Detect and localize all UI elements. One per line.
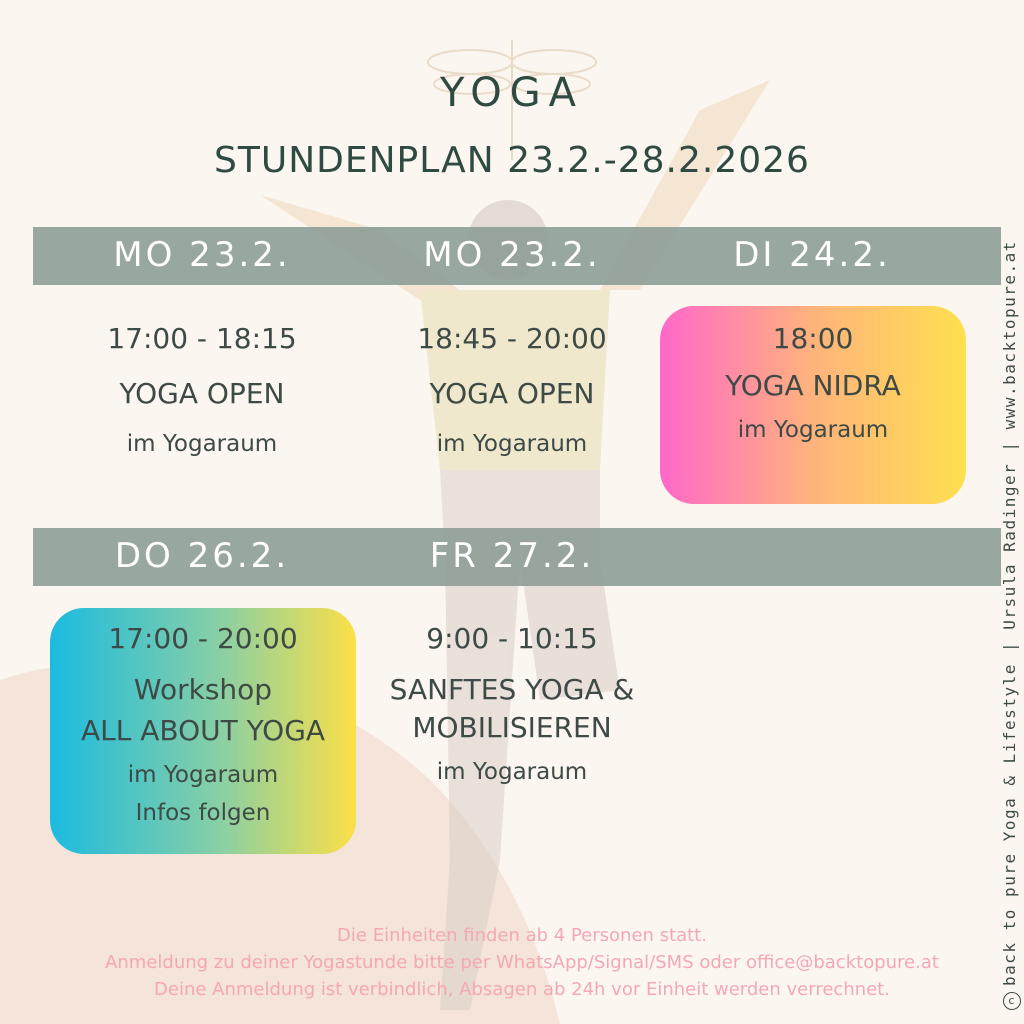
slot-place: im Yogaraum xyxy=(436,431,588,457)
slot-place: im Yogaraum xyxy=(436,759,588,785)
slot-place: im Yogaraum xyxy=(127,762,279,788)
class-slot-do-workshop xyxy=(50,608,356,854)
day-label-do: DO 26.2. xyxy=(114,536,290,576)
day-label-di: DI 24.2. xyxy=(733,235,891,275)
side-credit xyxy=(1000,240,1021,1010)
class-slot-mo-1 xyxy=(47,322,357,457)
footer-registration-note: Anmeldung zu deiner Yogastunde bitte per WhatsApp/Signal/SMS oder office@backtopure.at xyxy=(105,952,939,973)
slot-name-line1: SANFTES YOGA & xyxy=(389,673,635,706)
class-slot-fr xyxy=(357,622,667,785)
footer-minimum-note: Die Einheiten finden ab 4 Personen statt. xyxy=(337,925,707,946)
copyright-icon: c xyxy=(1003,992,1021,1010)
slot-time: 18:00 xyxy=(772,322,854,355)
slot-time: 18:45 - 20:00 xyxy=(417,322,607,355)
class-slot-di-highlight xyxy=(660,306,966,504)
class-slot-mo-2 xyxy=(357,322,667,457)
day-label-fr: FR 27.2. xyxy=(429,536,595,576)
slot-name: YOGA NIDRA xyxy=(725,369,901,402)
slot-name: YOGA OPEN xyxy=(429,377,595,410)
footer-cancellation-note: Deine Anmeldung ist verbindlich, Absagen ab 24h vor Einheit werden verrechnet. xyxy=(154,979,890,1000)
day-label-mo-2: MO 23.2. xyxy=(423,235,601,275)
slot-time: 17:00 - 18:15 xyxy=(107,322,297,355)
day-label-mo-1: MO 23.2. xyxy=(113,235,291,275)
slot-note: Infos folgen xyxy=(135,800,271,826)
slot-place: im Yogaraum xyxy=(126,431,278,457)
slot-place: im Yogaraum xyxy=(737,417,889,443)
slot-time: 17:00 - 20:00 xyxy=(108,622,298,655)
slot-name: ALL ABOUT YOGA xyxy=(80,714,326,747)
slot-name: YOGA OPEN xyxy=(119,377,285,410)
slot-time: 9:00 - 10:15 xyxy=(426,622,598,655)
schedule-subtitle: STUNDENPLAN 23.2.-28.2.2026 xyxy=(214,140,810,181)
side-credit-text: back to pure Yoga & Lifestyle | Ursula Radinger | www.backtopure.at xyxy=(1000,240,1019,986)
page-title: YOGA xyxy=(439,70,585,116)
slot-type: Workshop xyxy=(133,673,273,706)
slot-name xyxy=(357,671,667,747)
slot-name-line2: MOBILISIEREN xyxy=(412,711,612,744)
